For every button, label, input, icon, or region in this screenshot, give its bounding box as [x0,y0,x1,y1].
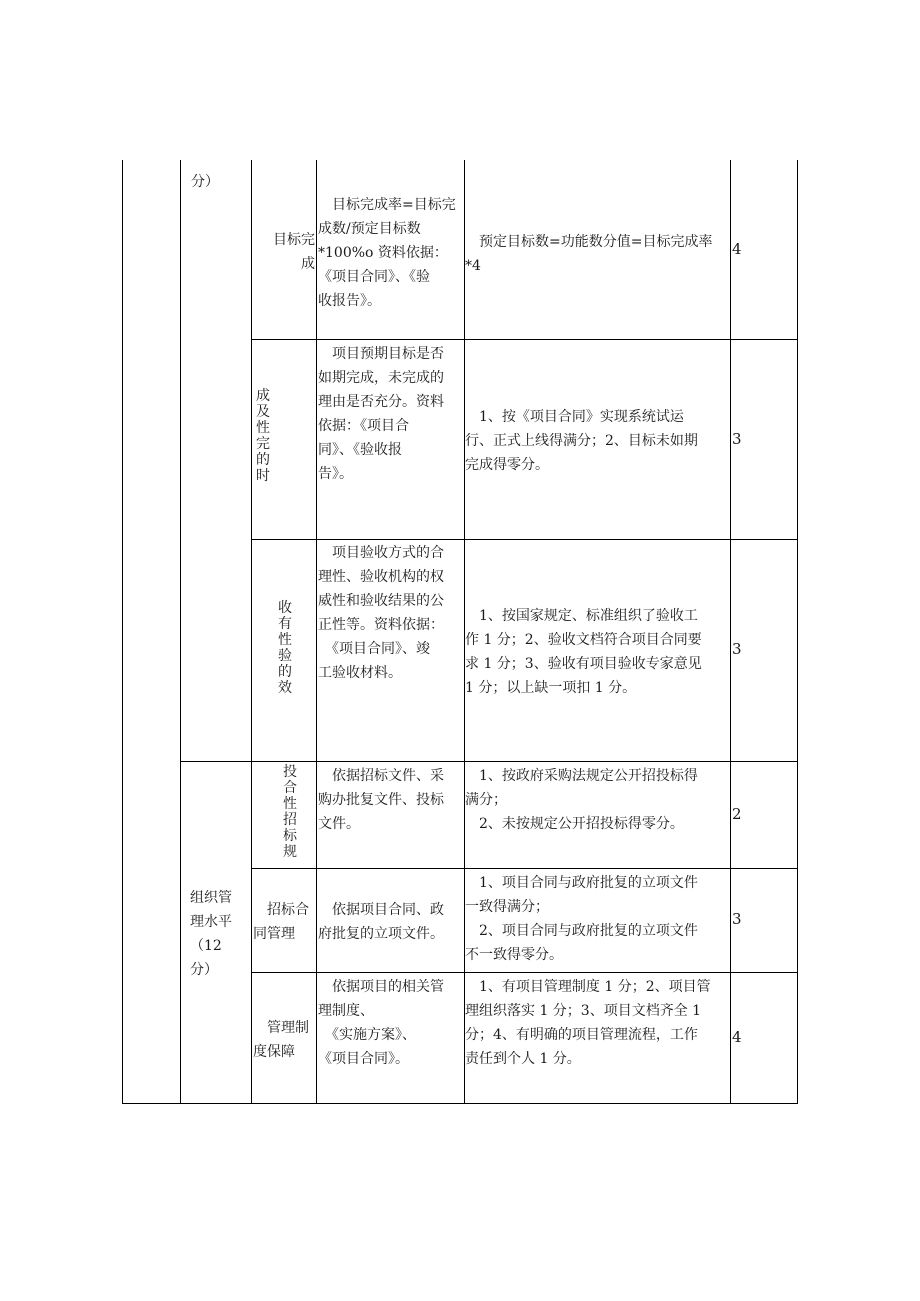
subitem-char: 性 [283,796,297,812]
category-cell-tail: 分） [191,174,219,190]
subitem-char: 验 [278,648,292,664]
basis-cell: 项目验收方式的合 理性、验收机构的权 威性和验收结果的公 正性等。资料依据： 《项目合同》、竣 工验收材料。 [318,545,444,681]
subitem-char: 合 [283,780,297,796]
basis-cell: 项目预期目标是否 如期完成，未完成的 理由是否充分。资料 依据：《项目合 同》、《验收报 告》。 [318,346,444,482]
table-line [122,1103,798,1104]
table-line [251,339,798,340]
subitem-char: 标 [283,828,297,844]
table-line [180,160,181,1104]
subitem-char: 有 [278,616,292,632]
subitem-cell: 招标合 同管理 [253,902,309,942]
score-cell: 3 [732,640,742,658]
subitem-char: 投 [283,764,297,780]
subitem-char: 收 [278,600,292,616]
table-line [316,160,317,1104]
subitem-char: 及 [256,404,270,420]
subitem-char: 性 [278,632,292,648]
score-cell: 4 [732,240,742,258]
table-line [180,761,798,762]
table-line [251,160,252,1104]
criteria-cell: 1、按政府采购法规定公开招投标得 满分； 2、未按规定公开招投标得零分。 [465,768,698,832]
subitem-char: 招 [283,812,297,828]
score-cell: 4 [732,1028,742,1046]
table-line [251,972,798,973]
table-line [251,868,798,869]
subitem-cell: 管理制 度保障 [253,1020,309,1060]
basis-cell: 目标完成率=目标完 成数/预定目标数 *100%o 资料依据： 《项目合同》、《验 收报告》。 [318,197,456,309]
criteria-cell: 1、按国家规定、标准组织了验收工 作 1 分；2、验收文档符合项目合同要 求 1 分；3、验收有项目验收专家意见 1 分；以上缺一项扣 1 分。 [465,608,702,696]
basis-cell: 依据项目的相关管 理制度、 《实施方案》、 《项目合同》。 [318,979,444,1067]
subitem-cell: 目标完 成 [273,232,315,272]
subitem-char: 效 [278,680,292,696]
subitem-char: 完 [256,436,270,452]
basis-cell: 依据项目合同、政 府批复的立项文件。 [318,902,444,942]
subitem-char: 时 [256,468,270,484]
subitem-char: 的 [256,452,270,468]
table-line [797,160,798,1104]
table-line [122,160,123,1104]
subitem-char: 的 [278,664,292,680]
subitem-char: 性 [256,420,270,436]
score-cell: 2 [732,805,742,823]
basis-cell: 依据招标文件、采 购办批复文件、投标 文件。 [318,768,444,832]
table-line [730,160,731,1104]
criteria-cell: 1、项目合同与政府批复的立项文件 一致得满分； 2、项目合同与政府批复的立项文件 不一致得零分。 [465,875,698,963]
subitem-char: 成 [256,388,270,404]
score-cell: 3 [732,430,742,448]
table-line [251,539,798,540]
criteria-cell: 1、按《项目合同》实现系统试运 行、正式上线得满分；2、目标未如期 完成得零分。 [465,409,698,473]
criteria-cell: 预定目标数=功能数分值=目标完成率 *4 [465,234,713,274]
score-cell: 3 [732,910,742,928]
subitem-char: 规 [283,844,297,860]
category-cell: 组织管 理水平 （12 分） [190,890,232,978]
criteria-cell: 1、有项目管理制度 1 分；2、项目管 理组织落实 1 分；3、项目文档齐全 1 分；4、有明确的项目管理流程，工作 责任到个人 1 分。 [465,979,711,1067]
